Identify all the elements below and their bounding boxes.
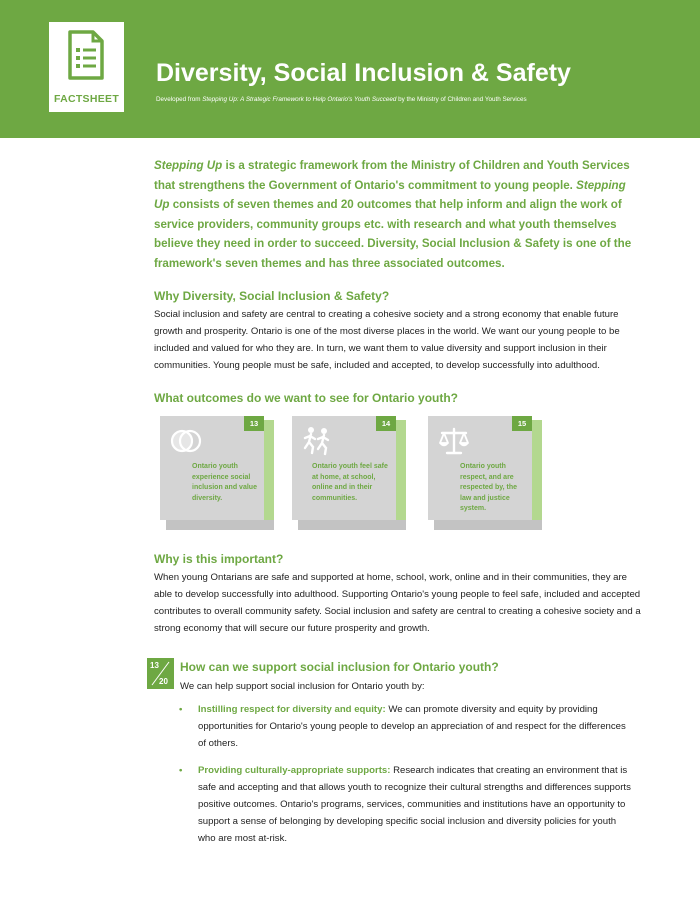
outcome-number: 15 xyxy=(512,416,532,431)
factsheet-logo xyxy=(49,22,124,112)
outcome-number: 13 xyxy=(244,416,264,431)
page-subtitle: Developed from Stepping Up: A Strategic Framework to Help Ontario's Youth Succeed by the Ministry of Children and Youth Services xyxy=(156,96,527,103)
why-heading: Why Diversity, Social Inclusion & Safety? xyxy=(154,289,390,303)
why-paragraph: Social inclusion and safety are central to creating a cohesive society and a strong economy that enable future growth and prosperity. Ontario is one of the most diverse places in the world. We want our young people to be included and valued for who they are. In turn, we want them to value diversity and support inclusion in their communities. Young people must be safe, included and accepted, to develop successfully into adulthood. xyxy=(154,309,620,371)
factsheet-label: FACTSHEET xyxy=(53,93,120,105)
outcome-count-badge xyxy=(147,658,174,689)
outcome-number: 14 xyxy=(376,416,396,431)
list-item: • Instilling respect for diversity and equity: We can promote diversity and equity by providing opportunities for Ontario's young people to develop an appreciation of and respect for the differences of others. xyxy=(179,704,626,749)
important-paragraph: When young Ontarians are safe and supported at home, school, work, online and in their communities, they are able to develop successfully into adulthood. Supporting Ontario's young people to feel safe, included and accepted contributes to overall community safety. Social inclusion and safety are central to creating a cohesive society and a strong economy that will secure our future prosperity and growth. xyxy=(154,572,641,634)
overlapping-circles-icon xyxy=(170,426,202,456)
support-lead-in: We can help support social inclusion for Ontario youth by: xyxy=(180,681,425,692)
intro-paragraph: Stepping Up is a strategic framework from the Ministry of Children and Youth Services that strengthens the Government of Ontario's commitment to young people. Stepping Up consists of seven themes and 20 outcomes that help inform and align the work of service providers, community groups etc. with research and what youth themselves believe they need in order to succeed. Diversity, Social Inclusion & Safety is one of the framework's seven themes and has three associated outcomes. xyxy=(154,159,632,270)
outcome-count-numerator: 13 xyxy=(150,661,159,670)
important-heading: Why is this important? xyxy=(154,552,284,566)
list-item: • Providing culturally-appropriate supports: Research indicates that creating an environment that is safe and accepting and that allows youth to recognize their cultural strengths and differences supports positive outcomes. Ontario's programs, services, communities and institutions have an opportunity to support a sense of belonging by developing specific social inclusion and diversity policies for youth who are most at-risk. xyxy=(179,765,631,844)
outcome-text: Ontario youth feel safe at home, at school, online and in their communities. xyxy=(312,463,388,502)
outcome-card xyxy=(160,416,276,530)
page-title: Diversity, Social Inclusion & Safety xyxy=(156,59,571,87)
outcome-count-denominator: 20 xyxy=(159,677,168,686)
running-people-icon xyxy=(302,426,334,456)
support-list xyxy=(176,701,634,857)
outcome-text: Ontario youth respect, and are respected by, the law and justice system. xyxy=(460,463,518,512)
outcome-card xyxy=(428,416,544,530)
outcome-card xyxy=(292,416,408,530)
outcome-text: Ontario youth experience social inclusion and value diversity. xyxy=(192,463,257,502)
document-list-icon xyxy=(66,30,106,80)
outcomes-heading: What outcomes do we want to see for Ontario youth? xyxy=(154,391,459,405)
justice-scales-icon xyxy=(438,426,470,456)
support-heading: How can we support social inclusion for Ontario youth? xyxy=(180,660,499,674)
